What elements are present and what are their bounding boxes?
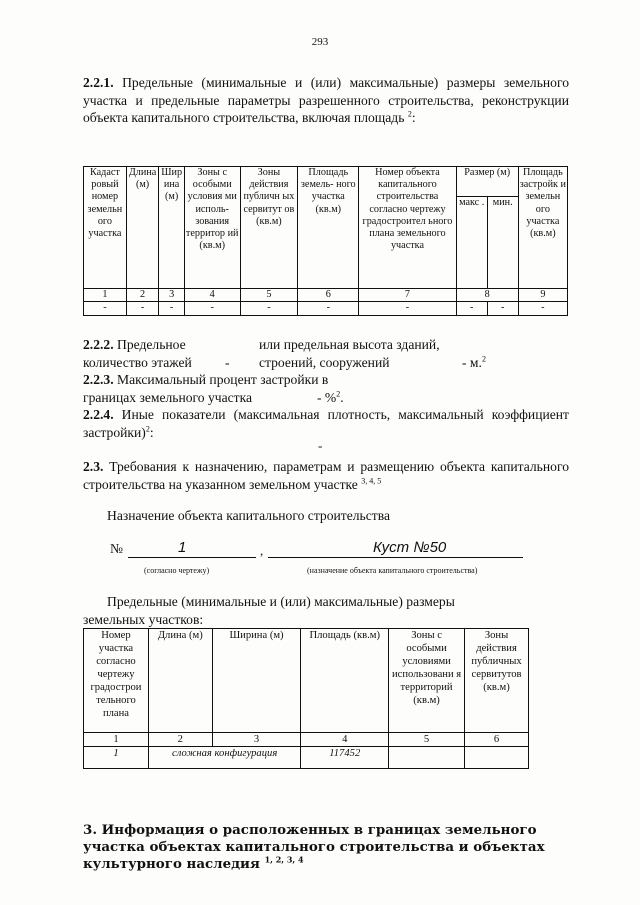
section-text: Иные показатели (максимальная плотность, максимальный коэффициент застройки) xyxy=(83,407,569,440)
section-2-2-4 xyxy=(83,406,569,441)
object-purpose-value: Куст №50 xyxy=(373,539,447,556)
caption-purpose: (назначение объекта капитального строительства) xyxy=(307,566,478,575)
col-number: 6 xyxy=(465,733,529,747)
section-number: 2.2.2. xyxy=(83,337,114,352)
section-number: 2.2.1. xyxy=(83,75,114,90)
section-2-2-2 xyxy=(83,336,563,371)
col-number: 1 xyxy=(84,733,149,747)
header-size: Размер (м) xyxy=(456,167,518,197)
table-cell: - xyxy=(487,302,518,316)
punct: : xyxy=(149,424,154,440)
plot-number-cell: 1 xyxy=(84,747,149,769)
heading-text: 3. Информация о расположенных в границах земельного участка объектах капитального строительства и объектах культурного наследия xyxy=(83,822,545,872)
header-servitude-zones: Зоны действия публичн ых сервитут ов (кв.м) xyxy=(240,167,298,289)
col-number: 8 xyxy=(456,289,518,302)
underline xyxy=(128,557,256,558)
col-number: 4 xyxy=(184,289,240,302)
header-area: Площадь (кв.м) xyxy=(301,629,389,733)
plot-sizes-table xyxy=(83,628,529,769)
footnote-ref: 2 xyxy=(145,423,150,433)
col-number: 6 xyxy=(298,289,359,302)
value-text: - %$^2$. xyxy=(317,388,344,405)
section-number: 2.2.4. xyxy=(83,407,114,422)
header-special-zones: Зоны с особыми условиями использовани я территорий (кв.м) xyxy=(389,629,465,733)
footnote-ref: 1, 2, 3, 4 xyxy=(264,854,304,865)
limits-label: Предельные (минимальные и (или) максимальные) размеры земельных участков: xyxy=(83,594,455,627)
special-zones-cell xyxy=(389,747,465,769)
col-number: 2 xyxy=(148,733,212,747)
servitude-cell xyxy=(465,747,529,769)
section-text: строений, сооружений xyxy=(259,354,390,370)
section-number: 2.2.3. xyxy=(83,372,114,387)
table-cell: - xyxy=(298,302,359,316)
table-cell: - xyxy=(159,302,184,316)
header-cadastral: Кадаст ровый номер земельн ого участка xyxy=(84,167,127,289)
section-2-3 xyxy=(83,458,569,493)
subheader-min: мин. xyxy=(487,197,518,289)
header-servitude-zones: Зоны действия публичных сервитутов (кв.м) xyxy=(465,629,529,733)
table-cell: - xyxy=(240,302,298,316)
header-special-zones: Зоны с особыми условия ми исполь- зования территор ий (кв.м) xyxy=(184,167,240,289)
purpose-label: Назначение объекта капитального строительства xyxy=(107,508,390,523)
plot-parameters-table xyxy=(83,166,568,316)
section-text: или предельная высота зданий, xyxy=(259,337,440,352)
table-cell: - xyxy=(456,302,487,316)
header-width: Ширина (м) xyxy=(212,629,301,733)
footnote-ref: 3, 4, 5 xyxy=(361,475,382,485)
section-text: Предельное xyxy=(117,337,186,352)
value-dash: - xyxy=(225,354,230,370)
table-cell: - xyxy=(184,302,240,316)
col-number: 3 xyxy=(212,733,301,747)
footnote-ref: 2 xyxy=(407,109,412,119)
header-plot-number: Номер участка согласно чертежу градострои тельного плана xyxy=(84,629,149,733)
section-text: Максимальный процент застройки в xyxy=(117,372,329,387)
configuration-cell: сложная конфигурация xyxy=(148,747,300,769)
caption-drawing: (согласно чертежу) xyxy=(144,566,210,575)
header-width: Шир ина (м) xyxy=(159,167,184,289)
col-number: 2 xyxy=(126,289,159,302)
section-number: 2.3. xyxy=(83,459,104,474)
header-length: Длина (м) xyxy=(148,629,212,733)
header-area: Площадь земель- ного участка (кв.м) xyxy=(298,167,359,289)
comma: , xyxy=(260,543,264,558)
footnote-ref: 2 xyxy=(481,353,486,363)
col-number: 7 xyxy=(359,289,456,302)
page-number: 293 xyxy=(311,36,329,48)
area-cell: 117452 xyxy=(301,747,389,769)
header-object-number: Номер объекта капитального строительства согласно чертежу градостроител ьного плана земельного участка xyxy=(359,167,456,289)
section-2-2-3 xyxy=(83,371,563,406)
header-length: Длина (м) xyxy=(126,167,159,289)
col-number: 9 xyxy=(518,289,567,302)
value-dash: - xyxy=(318,438,323,453)
underline xyxy=(268,557,523,558)
section-text: границах земельного участка xyxy=(83,389,253,405)
section-text: Предельные (минимальные и (или) максимальные) размеры земельного участка и предельные параметры разрешенного строительства, реконструкции объекта капитального строительства, включая площадь xyxy=(83,75,569,125)
section-text: Требования к назначению, параметрам и размещению объекта капитального строительства на указанном земельном участке xyxy=(83,459,569,492)
section-3-heading xyxy=(83,822,553,873)
number-sign: № xyxy=(110,541,123,556)
col-number: 1 xyxy=(84,289,127,302)
footnote-ref: 2 xyxy=(336,388,341,398)
object-number-value: 1 xyxy=(178,539,187,556)
header-built-area: Площадь застройк и земельн ого участка (кв.м) xyxy=(518,167,567,289)
col-number: 3 xyxy=(159,289,184,302)
section-2-2-1 xyxy=(83,74,569,127)
table-cell: - xyxy=(126,302,159,316)
value-text: - м.$^2$ xyxy=(462,353,486,370)
col-number: 5 xyxy=(240,289,298,302)
subheader-max: макс . xyxy=(456,197,487,289)
table-cell: - xyxy=(84,302,127,316)
col-number: 5 xyxy=(389,733,465,747)
col-number: 4 xyxy=(301,733,389,747)
section-text: количество этажей xyxy=(83,354,192,370)
table-cell: - xyxy=(359,302,456,316)
table-cell: - xyxy=(518,302,567,316)
punct: : xyxy=(411,110,416,125)
